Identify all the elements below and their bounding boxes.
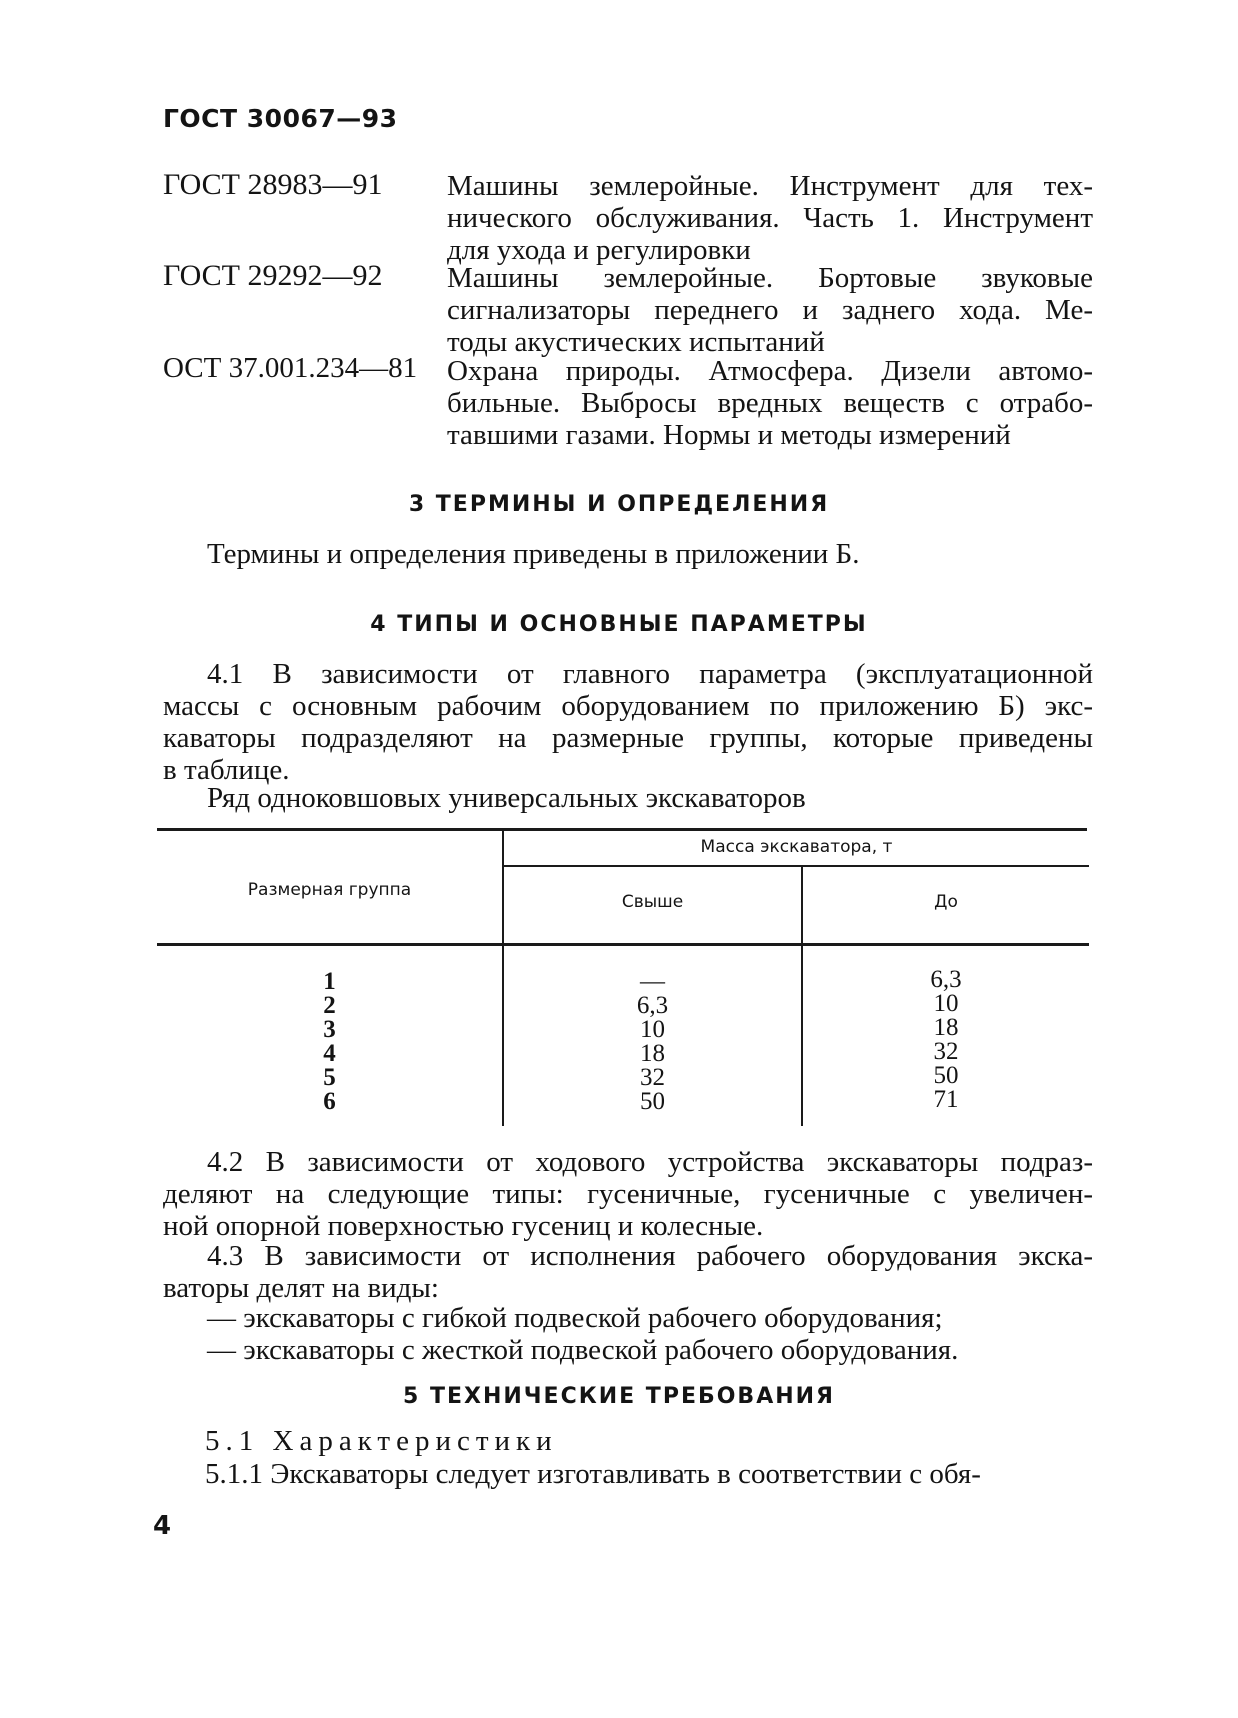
- paragraph-line: в таблице.: [163, 754, 290, 786]
- paragraph-4-3: [163, 1240, 1093, 1304]
- column-header-mass: Масса экскаватора, т: [700, 837, 893, 857]
- reference-line: тоды акустических испытаний: [447, 326, 825, 358]
- table-cell: 4: [323, 1040, 336, 1067]
- table-cell: 6,3: [930, 966, 962, 993]
- paragraph-line: деляют на следующие типы: гусеничные, гусеничные с увеличен-: [163, 1178, 1093, 1210]
- reference-description: [447, 170, 1093, 266]
- table-cell: 3: [323, 1016, 336, 1043]
- paragraph-line: каваторы подразделяют на размерные группы, которые приведены: [163, 722, 1093, 754]
- reference-code: ГОСТ 29292—92: [163, 259, 383, 292]
- table-cell: 32: [933, 1038, 959, 1065]
- bullet-item: — экскаваторы с жесткой подвеской рабочего оборудования.: [207, 1334, 959, 1366]
- paragraph-line: 4.3 В зависимости от исполнения рабочего оборудования экска-: [207, 1240, 1093, 1272]
- section-3-title: 3 ТЕРМИНЫ И ОПРЕДЕЛЕНИЯ: [408, 492, 830, 517]
- table-cell: 50: [933, 1062, 959, 1089]
- paragraph-line: ной опорной поверхностью гусениц и колесные.: [163, 1210, 764, 1242]
- paragraph-4-1: [163, 658, 1093, 786]
- paragraph-line: 4.2 В зависимости от ходового устройства экскаваторы подраз-: [207, 1146, 1093, 1178]
- paragraph-line: 4.1 В зависимости от главного параметра (эксплуатационной: [207, 658, 1093, 690]
- reference-code: ОСТ 37.001.234—81: [163, 352, 418, 384]
- table-subheader-rule: [504, 865, 1089, 867]
- column-header-group: Размерная группа: [247, 880, 412, 900]
- table-cell: 50: [640, 1088, 665, 1115]
- column-header-from: Свыше: [621, 892, 684, 912]
- table-top-rule: [157, 828, 1087, 831]
- reference-description: [447, 262, 1093, 358]
- column-to: [803, 968, 1089, 1112]
- table-header-rule: [157, 943, 1089, 946]
- column-from: [504, 970, 801, 1114]
- table-cell: 6,3: [636, 992, 669, 1019]
- table-cell: 2: [323, 992, 336, 1019]
- reference-code: ГОСТ 28983—91: [163, 168, 383, 201]
- reference-line: сигнализаторы переднего и заднего хода. Ме-: [447, 294, 1093, 326]
- reference-line: нического обслуживания. Часть 1. Инструмент: [447, 202, 1093, 234]
- paragraph-4-2: [163, 1146, 1093, 1242]
- table-cell: 71: [933, 1086, 959, 1113]
- column-groups: [157, 970, 502, 1114]
- table-cell: 10: [640, 1016, 665, 1043]
- table-cell: 6: [323, 1088, 336, 1115]
- reference-line: тавшими газами. Нормы и методы измерений: [447, 419, 1011, 451]
- table-cell: 10: [933, 990, 959, 1017]
- column-header-to: До: [934, 892, 958, 912]
- subsection-5-1: 5.1 Характеристики: [205, 1425, 558, 1457]
- reference-line: Охрана природы. Атмосфера. Дизели автомо-: [447, 355, 1093, 387]
- page-number: 4: [153, 1511, 172, 1541]
- table-cell: —: [640, 968, 665, 995]
- reference-line: Машины землеройные. Инструмент для тех-: [447, 170, 1093, 202]
- table-cell: 18: [933, 1014, 959, 1041]
- section-4-title: 4 ТИПЫ И ОСНОВНЫЕ ПАРАМЕТРЫ: [370, 612, 868, 637]
- document-header: ГОСТ 30067—93: [163, 104, 398, 133]
- table-caption: Ряд одноковшовых универсальных экскаваторов: [207, 782, 806, 814]
- reference-line: Машины землеройные. Бортовые звуковые: [447, 262, 1093, 294]
- section-3-text: Термины и определения приведены в приложении Б.: [207, 538, 860, 570]
- reference-line: бильные. Выбросы вредных веществ с отрабо-: [447, 387, 1093, 419]
- section-5-title: 5 ТЕХНИЧЕСКИЕ ТРЕБОВАНИЯ: [402, 1384, 835, 1409]
- table-cell: 32: [640, 1064, 665, 1091]
- bullet-item: — экскаваторы с гибкой подвеской рабочего оборудования;: [207, 1302, 943, 1334]
- table-cell: 1: [323, 968, 336, 995]
- table-cell: 18: [640, 1040, 665, 1067]
- reference-description: [447, 355, 1093, 451]
- paragraph-5-1-1: 5.1.1 Экскаваторы следует изготавливать в соответствии с обя-: [205, 1458, 981, 1490]
- reference-line: для ухода и регулировки: [447, 234, 751, 266]
- paragraph-line: массы с основным рабочим оборудованием по приложению Б) экс-: [163, 690, 1093, 722]
- paragraph-line: ваторы делят на виды:: [163, 1272, 439, 1304]
- table-cell: 5: [323, 1064, 336, 1091]
